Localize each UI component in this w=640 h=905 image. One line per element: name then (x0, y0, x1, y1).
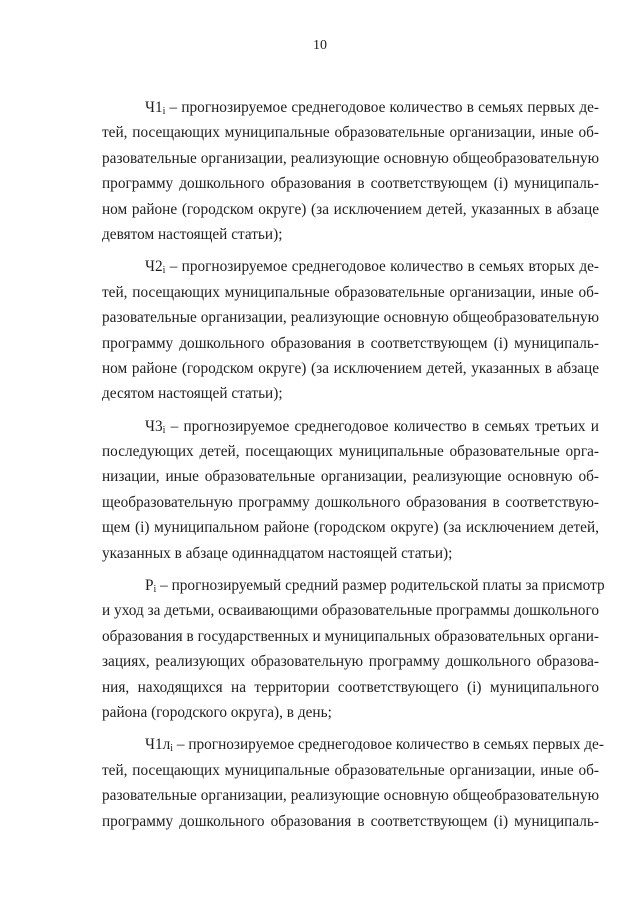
definition-paragraph-p (102, 573, 605, 725)
page-number: 10 (313, 38, 327, 53)
paragraph-line: десятом настоящей статьи); (102, 385, 283, 403)
paragraph-line: последующих детей, посещающих муниципальные образовательные орга- (102, 443, 599, 461)
term-symbol: Ч1 (145, 99, 163, 116)
paragraph-line: разовательные организации, реализующие основную общеобразовательную (102, 149, 599, 167)
term-subscript: i (153, 584, 157, 596)
definition-paragraph-ch1l (102, 732, 604, 834)
paragraph-line: района (городского округа), в день; (102, 703, 332, 721)
paragraph-line: $Ч1л_i$ – прогнозируемое среднегодовое количество в семьях первых де- (145, 736, 604, 755)
term-symbol: Ч2 (145, 258, 163, 276)
paragraph-line: тей, посещающих муниципальные образовательные организации, иные об- (102, 761, 599, 779)
paragraph-line: разовательные организации, реализующие основную общеобразовательную (102, 309, 599, 327)
definition-paragraph-ch2 (102, 254, 599, 406)
definition-paragraph-ch1 (102, 95, 599, 247)
term-symbol: Р (145, 577, 154, 595)
paragraph-line: образования в государственных и муниципальных образовательных органи- (102, 627, 599, 645)
paragraph-line: девятом настоящей статьи); (102, 225, 283, 243)
term-subscript: i (162, 265, 166, 277)
paragraph-line: указанных в абзаце одиннадцатом настоящей статьи); (102, 544, 453, 562)
paragraph-line: низации, иные образовательные организации, реализующие основную об- (102, 468, 599, 486)
paragraph-line: тей, посещающих муниципальные образовательные организации, иные об- (102, 283, 599, 301)
paragraph-line: зациях, реализующих образовательную программу дошкольного образова- (102, 653, 599, 671)
definition-paragraph-ch3 (102, 414, 599, 566)
paragraph-line: ном районе (городском округе) (за исключением детей, указанных в абзаце (102, 359, 599, 377)
term-subscript: i (170, 743, 174, 755)
term-symbol: Ч1л (145, 736, 171, 754)
paragraph-line: $Ч1_i$ – прогнозируемое среднегодовое количество в семьях первых де- (145, 99, 599, 117)
paragraph-line: разовательные организации, реализующие основную общеобразовательную (102, 787, 599, 805)
paragraph-line: щеобразовательную программу дошкольного образования в соответствую- (102, 493, 599, 511)
term-symbol: Ч3 (145, 417, 163, 435)
paragraph-line: ния, находящихся на территории соответствующего (i) муниципального (102, 678, 599, 696)
paragraph-line: ном районе (городском округе) (за исключением детей, указанных в абзаце (102, 200, 599, 218)
term-subscript: i (162, 424, 166, 436)
term-subscript: i (162, 106, 166, 117)
paragraph-line: $Ч2_i$ – прогнозируемое среднегодовое количество в семьях вторых де- (145, 258, 599, 277)
paragraph-line: тей, посещающих муниципальные образовательные организации, иные об- (102, 124, 599, 142)
paragraph-line: программу дошкольного образования в соответствующем (i) муниципаль- (102, 334, 599, 352)
paragraph-line: щем (i) муниципальном районе (городском округе) (за исключением детей, (102, 519, 599, 537)
paragraph-line: $Р_i$ – прогнозируемый средний размер родительской платы за присмотр (145, 577, 605, 596)
paragraph-line: $Ч3_i$ – прогнозируемое среднегодовое количество в семьях третьих и (145, 417, 599, 436)
body-text (102, 95, 605, 834)
paragraph-line: программу дошкольного образования в соответствующем (i) муниципаль- (102, 812, 599, 830)
paragraph-line: и уход за детьми, осваивающими образовательные программы дошкольного (102, 602, 599, 620)
paragraph-line: программу дошкольного образования в соответствующем (i) муниципаль- (102, 175, 599, 193)
